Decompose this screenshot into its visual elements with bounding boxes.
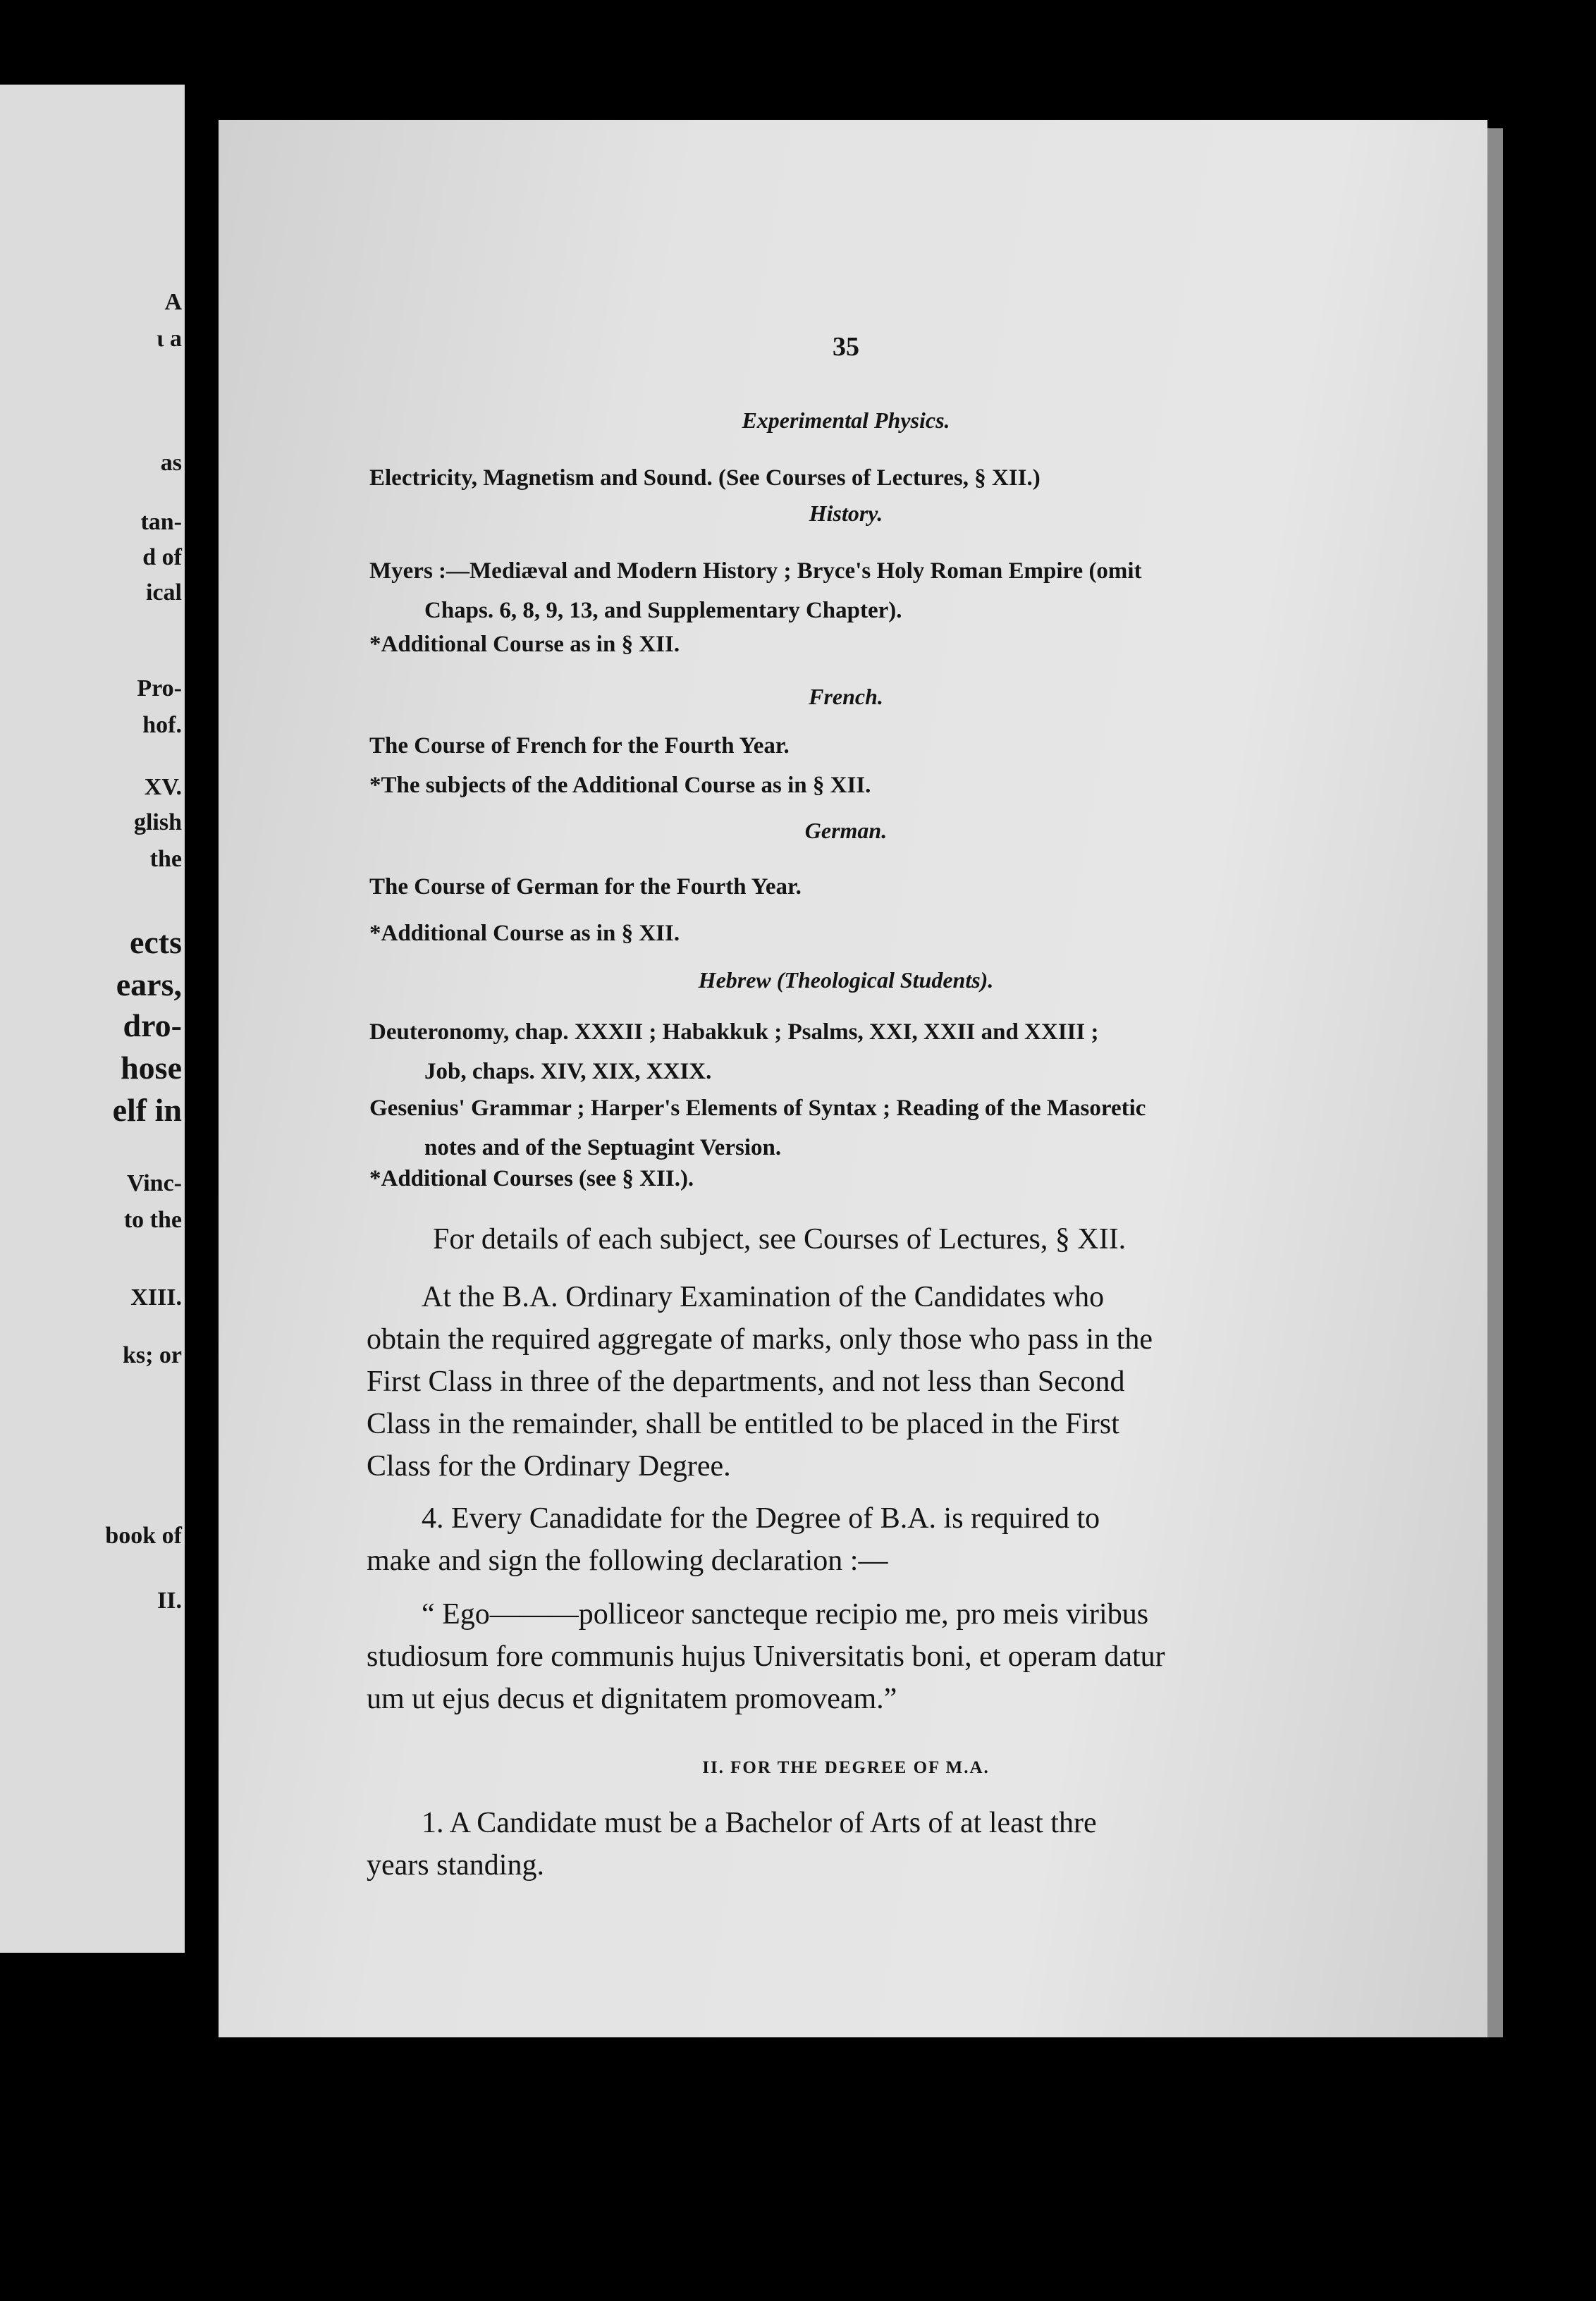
quote-line: “ Ego———polliceor sancteque recipio me, pro meis viribus: [422, 1598, 1149, 1631]
paragraph-line: 1. A Candidate must be a Bachelor of Arts of at least thre: [422, 1807, 1097, 1839]
paragraph-ordinary: [367, 1276, 1153, 1487]
left-page-text-fragment: XV.: [144, 774, 182, 800]
course-entry: [369, 726, 790, 766]
left-page-text-fragment: elf in: [112, 1092, 182, 1128]
section-heading: French.: [809, 684, 883, 709]
entry-line: notes and of the Septuagint Version.: [424, 1135, 782, 1160]
entry-line: *The subjects of the Additional Course as in § XII.: [369, 773, 871, 798]
entry-line: *Additional Courses (see § XII.).: [369, 1166, 694, 1191]
left-page-text-fragment: ι a: [156, 326, 182, 352]
left-page-text-fragment: II.: [157, 1588, 182, 1614]
left-page-text-fragment: d of: [142, 544, 182, 570]
latin-declaration: [367, 1593, 1165, 1720]
entry-line: Chaps. 6, 8, 9, 13, and Supplementary Chapter).: [424, 598, 902, 623]
entry-line: *Additional Course as in § XII.: [369, 632, 680, 657]
page-number: 35: [833, 332, 859, 362]
paragraph-declaration: [367, 1497, 1100, 1582]
left-page-text-fragment: ects: [129, 924, 182, 960]
left-page-text-fragment: to the: [123, 1207, 182, 1233]
left-page-text-fragment: the: [149, 846, 182, 872]
left-page-text-fragment: XIII.: [130, 1284, 182, 1311]
entry-line: Job, chaps. XIV, XIX, XXIX.: [424, 1059, 712, 1084]
course-entry: [369, 551, 1142, 630]
left-page-text-fragment: Vinc-: [126, 1170, 182, 1196]
left-page-text-fragment: dro-: [123, 1007, 182, 1043]
section-heading: Hebrew (Theological Students).: [698, 967, 994, 993]
course-entry: [369, 1159, 694, 1198]
page-edge: [1487, 128, 1503, 2037]
left-page-text-fragment: ears,: [116, 967, 182, 1002]
ma-section-heading: II. FOR THE DEGREE OF M.A.: [702, 1758, 990, 1777]
paragraph-line: obtain the required aggregate of marks, only those who pass in the: [367, 1323, 1153, 1356]
paragraph-line: At the B.A. Ordinary Examination of the Candidates who: [422, 1281, 1105, 1313]
left-page-text-fragment: as: [160, 450, 182, 476]
paragraph-line: First Class in three of the departments, and not less than Second: [367, 1366, 1125, 1398]
section-heading: Experimental Physics.: [742, 407, 950, 433]
left-page-text-fragment: hose: [121, 1050, 182, 1086]
entry-line: Myers :—Mediæval and Modern History ; Bryce's Holy Roman Empire (omit: [369, 558, 1142, 584]
course-entry: [369, 914, 680, 953]
left-page-text-fragment: A: [164, 289, 182, 315]
course-entry: [369, 1088, 1146, 1167]
details-note: For details of each subject, see Courses of Lectures, § XII.: [433, 1223, 1127, 1256]
entry-line: The Course of French for the Fourth Year.: [369, 733, 790, 759]
left-page-text-fragment: tan-: [140, 509, 182, 535]
paragraph-line: 4. Every Canadidate for the Degree of B.A. is required to: [422, 1502, 1100, 1535]
course-entry: [369, 625, 680, 664]
left-page-fragment: [0, 85, 185, 1953]
entry-line: *Additional Course as in § XII.: [369, 921, 680, 946]
entry-line: Electricity, Magnetism and Sound. (See Courses of Lectures, § XII.): [369, 465, 1041, 491]
ma-paragraph: [367, 1802, 1097, 1886]
quote-line: um ut ejus decus et dignitatem promoveam.”: [367, 1683, 897, 1715]
left-page-text-fragment: hof.: [142, 712, 182, 738]
paragraph-line: make and sign the following declaration :—: [367, 1545, 888, 1577]
left-page-text-fragment: book of: [105, 1523, 182, 1549]
course-entry: [369, 766, 871, 805]
section-heading: German.: [804, 818, 888, 843]
course-entry: [369, 867, 802, 907]
entry-line: Deuteronomy, chap. XXXII ; Habakkuk ; Psalms, XXI, XXII and XXIII ;: [369, 1019, 1099, 1045]
paragraph-line: Class for the Ordinary Degree.: [367, 1450, 731, 1483]
course-entry: [369, 1012, 1098, 1091]
quote-line: studiosum fore communis hujus Universitatis boni, et operam datur: [367, 1640, 1165, 1673]
paragraph-line: Class in the remainder, shall be entitled to be placed in the First: [367, 1408, 1119, 1440]
entry-line: Gesenius' Grammar ; Harper's Elements of Syntax ; Reading of the Masoretic: [369, 1096, 1146, 1121]
course-entry: [369, 458, 1041, 498]
left-page-text-fragment: ical: [146, 579, 182, 606]
section-heading: History.: [809, 501, 883, 526]
left-page-text-fragment: ks; or: [122, 1342, 182, 1368]
entry-line: The Course of German for the Fourth Year.: [369, 874, 802, 900]
paragraph-line: years standing.: [367, 1849, 544, 1882]
left-page-text-fragment: glish: [133, 809, 182, 835]
left-page-text-fragment: Pro-: [137, 675, 182, 701]
